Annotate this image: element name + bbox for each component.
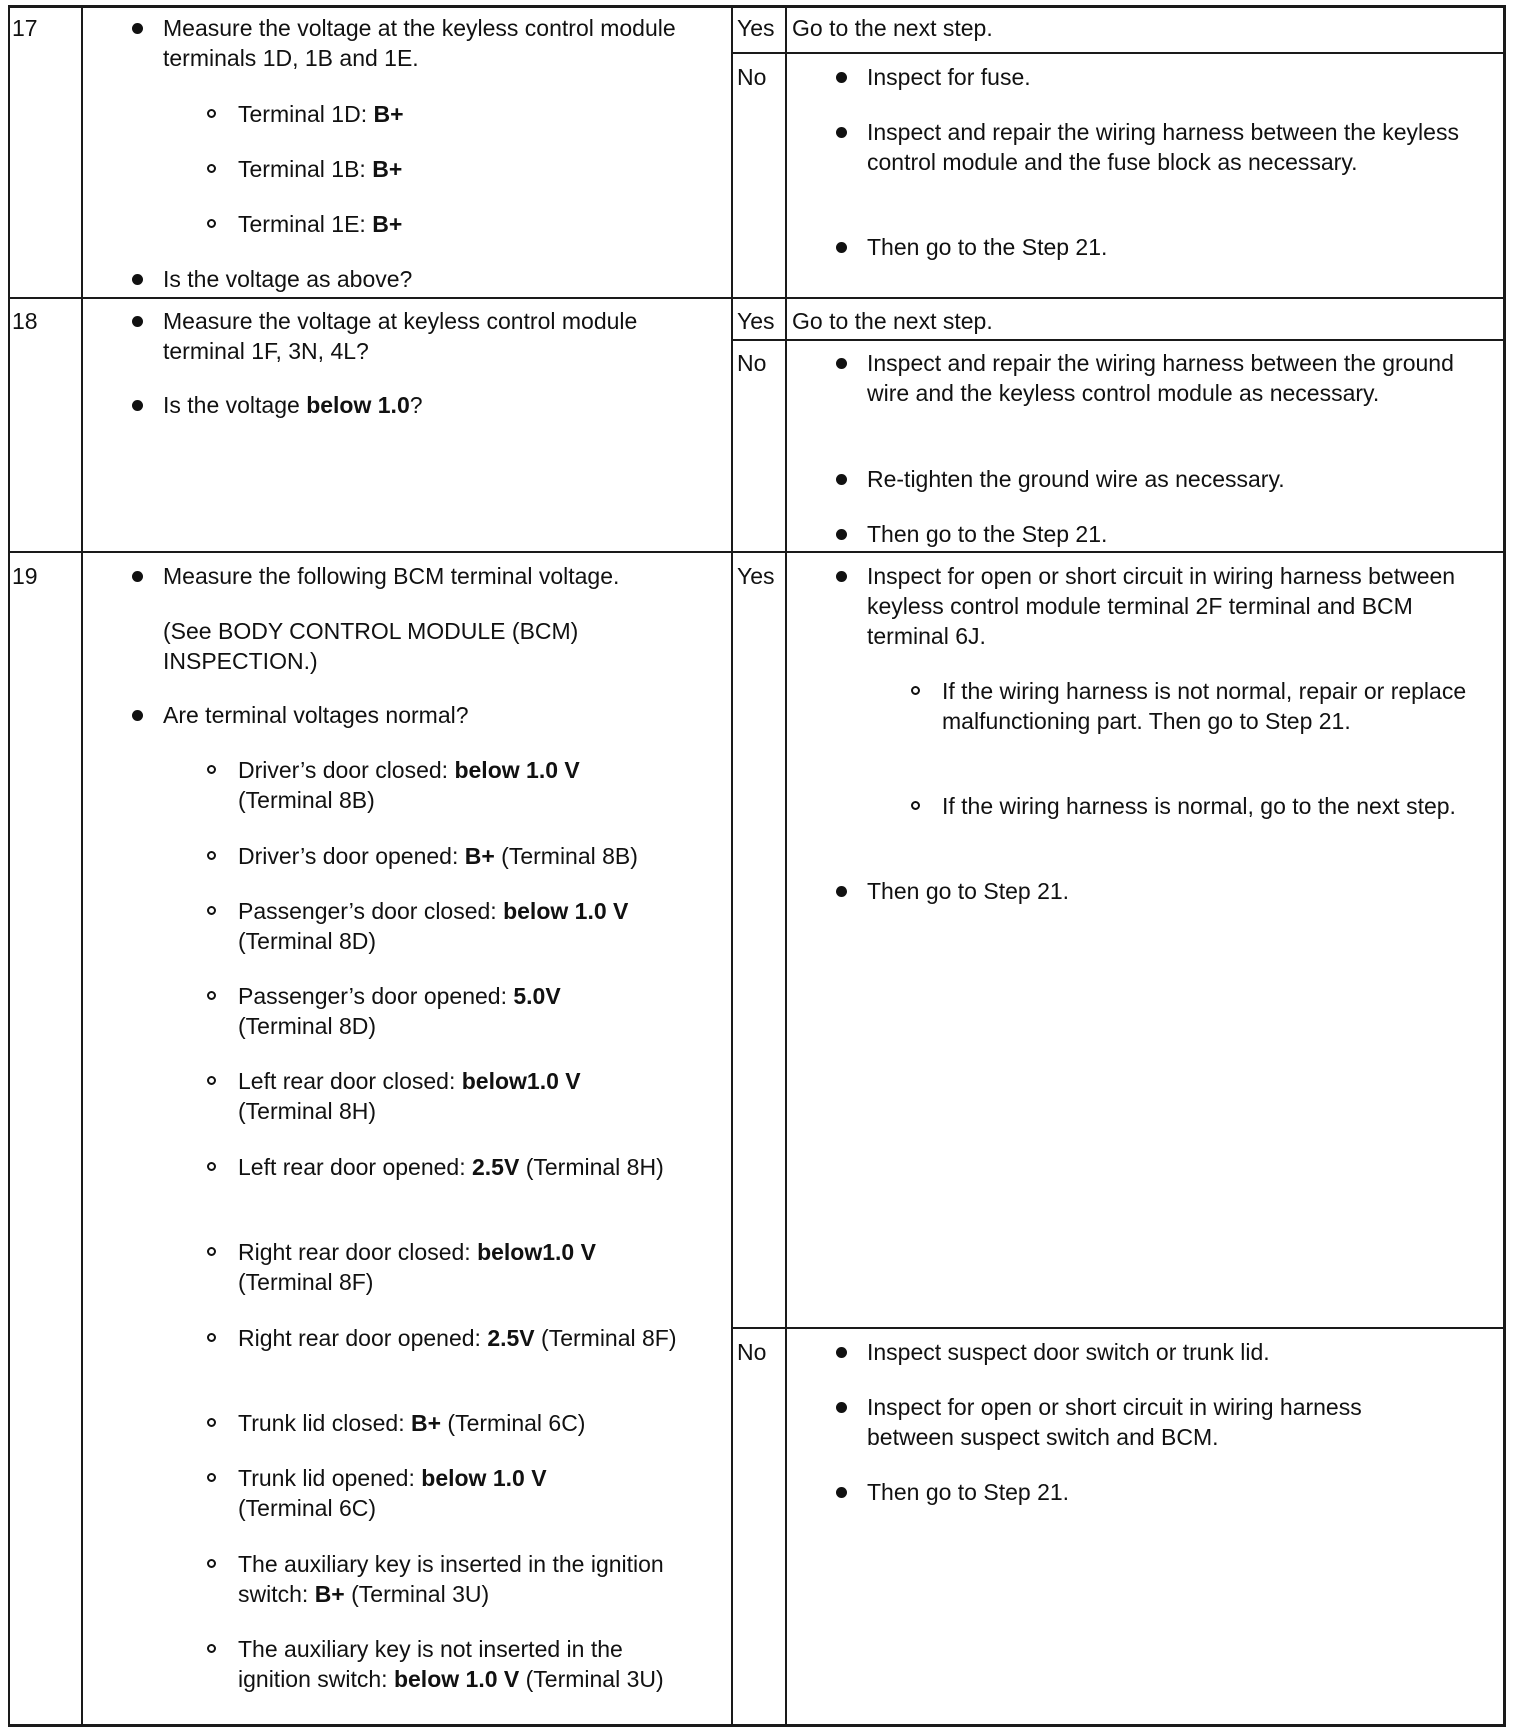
yes-action: Go to the next step.	[792, 15, 993, 41]
no-label: No	[737, 350, 767, 376]
sub-bullet-icon	[207, 1333, 216, 1342]
sub-bullet-icon	[207, 1559, 216, 1568]
check-text: Measure the voltage at the keyless control module terminals 1D, 1B and 1E.	[163, 15, 676, 71]
step-number: 17	[12, 15, 38, 41]
bullet-icon	[836, 1347, 847, 1358]
check-question: Are terminal voltages normal?	[163, 702, 469, 728]
column-divider-result	[785, 5, 787, 1727]
check-text: Measure the following BCM terminal voltage.	[163, 563, 620, 589]
yes-label: Yes	[737, 308, 775, 334]
check-subitem: Driver’s door closed: below 1.0 V (Terminal 8B)	[238, 757, 580, 813]
sub-bullet-icon	[207, 1644, 216, 1653]
sub-bullet-icon	[911, 686, 920, 695]
yes-subaction: If the wiring harness is not normal, repair or replace malfunctioning part. Then go to Step 21.	[942, 678, 1467, 734]
column-divider-check	[731, 5, 733, 1727]
sub-bullet-icon	[207, 1247, 216, 1256]
bullet-icon	[836, 1402, 847, 1413]
no-action: Inspect and repair the wiring harness between the ground wire and the keyless control module as necessary.	[867, 350, 1454, 406]
check-subitem: Passenger’s door closed: below 1.0 V (Terminal 8D)	[238, 898, 629, 954]
table-border-left	[8, 5, 10, 1727]
sub-bullet-icon	[911, 801, 920, 810]
no-action: Inspect suspect door switch or trunk lid.	[867, 1339, 1270, 1365]
table-border-bottom	[8, 1724, 1506, 1727]
bullet-icon	[836, 474, 847, 485]
bullet-icon	[836, 242, 847, 253]
check-subitem: Terminal 1E: B+	[238, 211, 403, 237]
row-divider-17-18	[8, 297, 1506, 299]
step-number: 19	[12, 563, 38, 589]
check-subitem: Terminal 1B: B+	[238, 156, 403, 182]
check-subitem: Right rear door closed: below1.0 V (Terminal 8F)	[238, 1239, 596, 1295]
check-subitem: Terminal 1D: B+	[238, 101, 404, 127]
yes-action: Go to the next step.	[792, 308, 993, 334]
check-subitem: Trunk lid opened: below 1.0 V (Terminal 6C)	[238, 1465, 547, 1521]
column-divider-step	[81, 5, 83, 1727]
bullet-icon	[132, 400, 143, 411]
check-subitem: Trunk lid closed: B+ (Terminal 6C)	[238, 1410, 586, 1436]
sub-bullet-icon	[207, 991, 216, 1000]
yes-action: Then go to Step 21.	[867, 878, 1070, 904]
no-action: Re-tighten the ground wire as necessary.	[867, 466, 1285, 492]
check-question: Is the voltage below 1.0?	[163, 392, 423, 418]
sub-bullet-icon	[207, 765, 216, 774]
bullet-icon	[836, 529, 847, 540]
check-subitem: Driver’s door opened: B+ (Terminal 8B)	[238, 843, 638, 869]
no-action: Then go to Step 21.	[867, 1479, 1070, 1505]
check-question: Is the voltage as above?	[163, 266, 413, 292]
check-text: Measure the voltage at keyless control module terminal 1F, 3N, 4L?	[163, 308, 638, 364]
no-action: Then go to the Step 21.	[867, 521, 1108, 547]
sub-bullet-icon	[207, 1418, 216, 1427]
no-label: No	[737, 1339, 767, 1365]
yes-no-divider-19	[731, 1327, 1505, 1329]
bullet-icon	[836, 886, 847, 897]
yes-action: Inspect for open or short circuit in wiring harness between keyless control module terminal 2F terminal and BCM terminal 6J.	[867, 563, 1456, 649]
bullet-icon	[836, 571, 847, 582]
bullet-icon	[132, 316, 143, 327]
sub-bullet-icon	[207, 906, 216, 915]
sub-bullet-icon	[207, 1162, 216, 1171]
check-subitem: Right rear door opened: 2.5V (Terminal 8F)	[238, 1325, 677, 1351]
bullet-icon	[132, 274, 143, 285]
step-number: 18	[12, 308, 38, 334]
sub-bullet-icon	[207, 1076, 216, 1085]
check-reference: (See BODY CONTROL MODULE (BCM) INSPECTION.)	[163, 618, 579, 674]
table-border-right	[1503, 5, 1506, 1727]
check-subitem: The auxiliary key is not inserted in the ignition switch: below 1.0 V (Terminal 3U)	[238, 1636, 664, 1692]
sub-bullet-icon	[207, 164, 216, 173]
row-divider-18-19	[8, 551, 1506, 553]
check-subitem: Left rear door closed: below1.0 V (Terminal 8H)	[238, 1068, 581, 1124]
bullet-icon	[836, 127, 847, 138]
check-subitem: The auxiliary key is inserted in the ignition switch: B+ (Terminal 3U)	[238, 1551, 664, 1607]
bullet-icon	[836, 1487, 847, 1498]
no-action: Inspect and repair the wiring harness between the keyless control module and the fuse block as necessary.	[867, 119, 1459, 175]
no-action: Then go to the Step 21.	[867, 234, 1108, 260]
no-action: Inspect for fuse.	[867, 64, 1031, 90]
bullet-icon	[132, 571, 143, 582]
bullet-icon	[836, 358, 847, 369]
yes-subaction: If the wiring harness is normal, go to the next step.	[942, 793, 1456, 819]
yes-label: Yes	[737, 15, 775, 41]
sub-bullet-icon	[207, 219, 216, 228]
yes-no-divider-17	[731, 52, 1505, 54]
no-action: Inspect for open or short circuit in wiring harness between suspect switch and BCM.	[867, 1394, 1362, 1450]
check-subitem: Left rear door opened: 2.5V (Terminal 8H)	[238, 1154, 664, 1180]
sub-bullet-icon	[207, 1473, 216, 1482]
no-label: No	[737, 64, 767, 90]
yes-no-divider-18	[731, 339, 1505, 341]
bullet-icon	[132, 23, 143, 34]
sub-bullet-icon	[207, 851, 216, 860]
bullet-icon	[836, 72, 847, 83]
yes-label: Yes	[737, 563, 775, 589]
check-subitem: Passenger’s door opened: 5.0V (Terminal 8D)	[238, 983, 561, 1039]
bullet-icon	[132, 710, 143, 721]
sub-bullet-icon	[207, 109, 216, 118]
table-border-top	[8, 5, 1506, 8]
